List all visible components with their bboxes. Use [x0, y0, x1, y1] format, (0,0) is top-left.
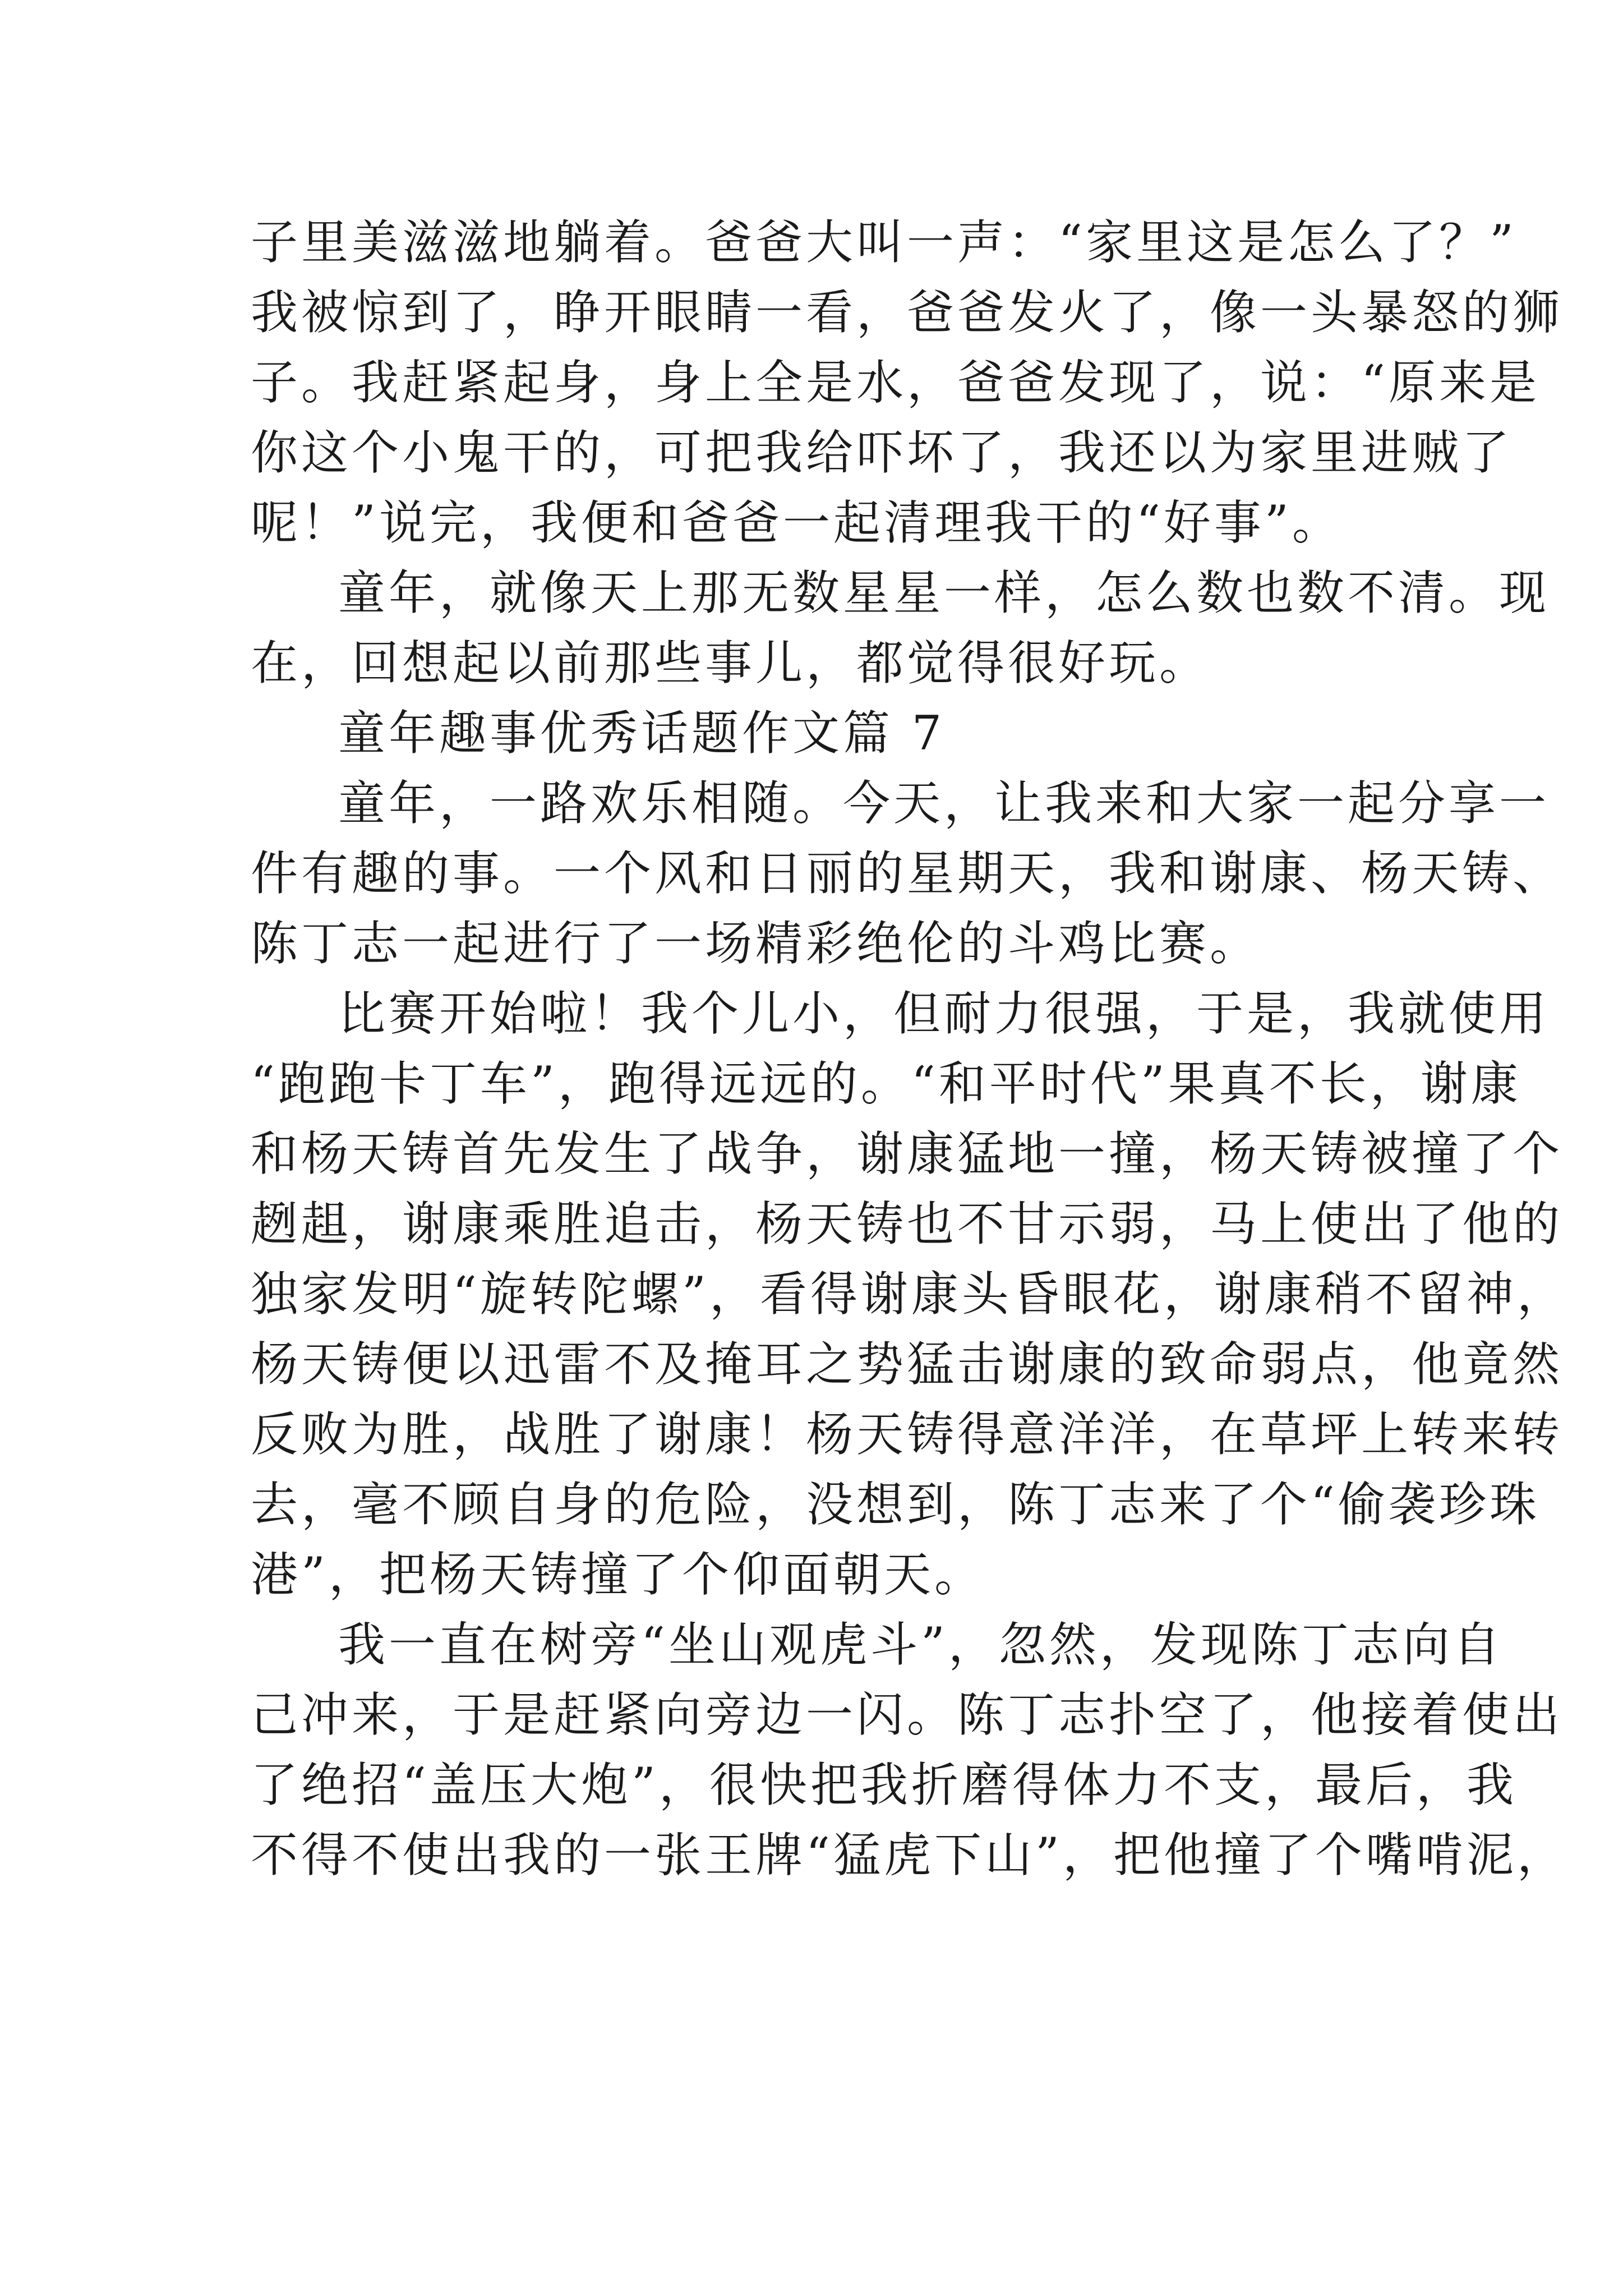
text-line: 陈丁志一起进行了一场精彩绝伦的斗鸡比赛。	[251, 916, 1261, 971]
text-line: 趔趄，谢康乘胜追击，杨天铸也不甘示弱，马上使出了他的	[251, 1197, 1564, 1251]
text-line: 童年，一路欢乐相随。今天，让我来和大家一起分享一	[338, 776, 1550, 831]
text-line: 子。我赶紧起身，身上全是水，爸爸发现了，说：“原来是	[251, 355, 1540, 410]
text-line: 反败为胜，战胜了谢康！杨天铸得意洋洋，在草坪上转来转	[251, 1407, 1564, 1462]
text-line: 我被惊到了，睁开眼睛一看，爸爸发火了，像一头暴怒的狮	[251, 285, 1564, 340]
text-line: 比赛开始啦！我个儿小，但耐力很强，于是，我就使用	[338, 986, 1550, 1041]
text-line: 了绝招“盖压大炮”，很快把我折磨得体力不支，最后，我	[251, 1757, 1517, 1812]
text-line: 件有趣的事。一个风和日丽的星期天，我和谢康、杨天铸、	[251, 846, 1564, 901]
text-line: 港”，把杨天铸撞了个仰面朝天。	[251, 1547, 985, 1602]
text-line: “跑跑卡丁车”，跑得远远的。“和平时代”果真不长，谢康	[251, 1056, 1521, 1111]
text-line: 童年，就像天上那无数星星一样，怎么数也数不清。现	[338, 565, 1550, 620]
text-line: 己冲来，于是赶紧向旁边一闪。陈丁志扑空了，他接着使出	[251, 1687, 1564, 1742]
text-line: 你这个小鬼干的，可把我给吓坏了，我还以为家里进贼了	[251, 425, 1513, 480]
text-line: 去，毫不顾自身的危险，没想到，陈丁志来了个“偷袭珍珠	[251, 1477, 1540, 1532]
text-line: 杨天铸便以迅雷不及掩耳之势猛击谢康的致命弱点，他竟然	[251, 1337, 1564, 1392]
text-line: 在，回想起以前那些事儿，都觉得很好玩。	[251, 636, 1210, 691]
text-line: 我一直在树旁“坐山观虎斗”，忽然，发现陈丁志向自	[338, 1617, 1504, 1672]
text-line: 子里美滋滋地躺着。爸爸大叫一声：“家里这是怎么了？”	[251, 215, 1517, 270]
text-line: 和杨天铸首先发生了战争，谢康猛地一撞，杨天铸被撞了个	[251, 1126, 1564, 1181]
text-line: 独家发明“旋转陀螺”，看得谢康头昏眼花，谢康稍不留神，	[251, 1267, 1567, 1322]
text-line: 不得不使出我的一张王牌“猛虎下山”，把他撞了个嘴啃泥，	[251, 1828, 1567, 1883]
text-line: 呢！”说完，我便和爸爸一起清理我干的“好事”。	[251, 495, 1343, 550]
section-heading: 童年趣事优秀话题作文篇 7	[338, 706, 946, 761]
